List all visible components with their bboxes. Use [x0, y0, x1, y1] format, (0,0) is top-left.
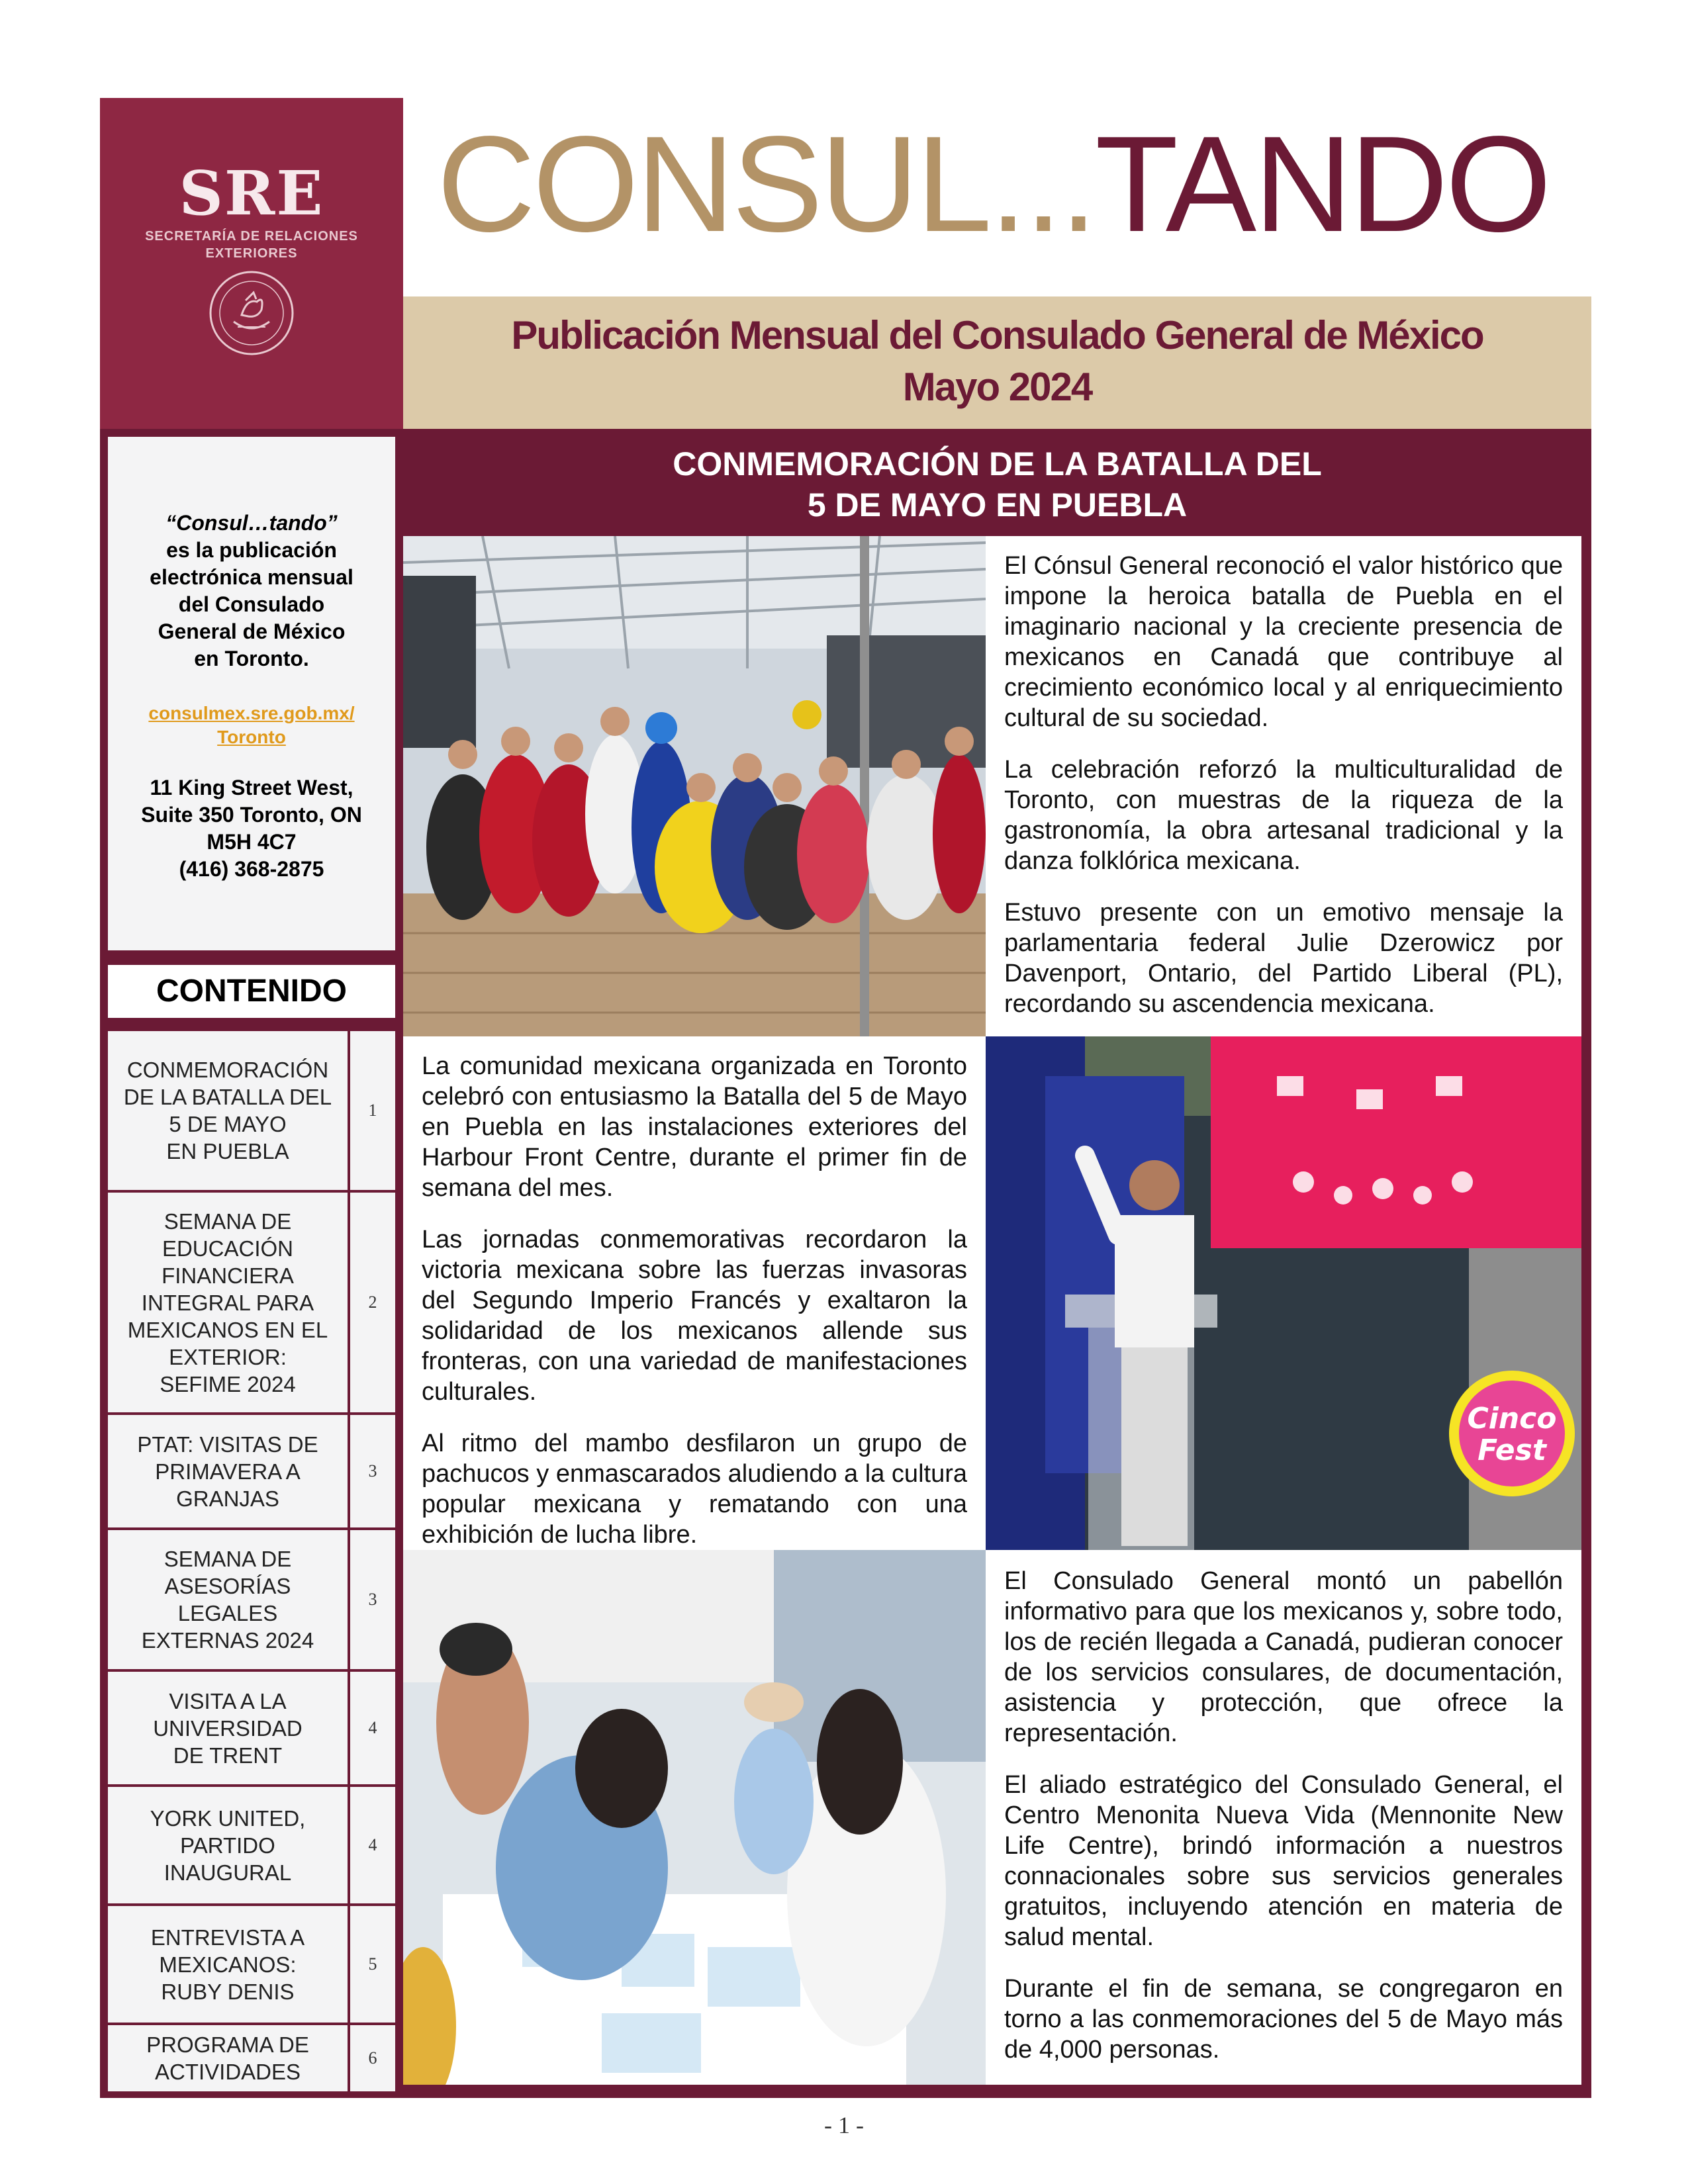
- toc-line: SEMANA DE: [164, 1208, 292, 1234]
- contents-header: [100, 958, 403, 1024]
- toc-item-title[interactable]: [108, 1031, 348, 1190]
- article-heading: [403, 437, 1591, 529]
- consulate-website-link[interactable]: [121, 702, 382, 749]
- toc-line: ENTREVISTA A: [150, 1925, 305, 1950]
- toc-line: SEFIME 2024: [160, 1371, 296, 1396]
- toc-line: MEXICANOS:: [159, 1952, 297, 1977]
- toc-page-number: 2: [350, 1193, 395, 1412]
- sre-subtitle-line: SECRETARÍA DE RELACIONES: [145, 229, 358, 244]
- toc-item-4[interactable]: [108, 1530, 395, 1669]
- toc-item-6[interactable]: [108, 1787, 395, 1903]
- toc-line: EXTERIOR:: [169, 1344, 287, 1369]
- info-intro: [121, 510, 382, 672]
- toc-line: DE TRENT: [173, 1743, 283, 1768]
- toc-page-number: 3: [350, 1530, 395, 1669]
- sre-logo-text: SRE: [179, 158, 324, 229]
- toc-item-7[interactable]: [108, 1906, 395, 2023]
- toc-line: VISITA A LA: [169, 1688, 287, 1713]
- toc-item-1[interactable]: [108, 1031, 395, 1190]
- article-paragraph: Estuvo presente con un emotivo mensaje la parlamentaria federal Julie Dzerowicz por Davenport, Ontario, del Partido Liberal (PL), recordando su ascendencia mexicana.: [1004, 899, 1563, 1018]
- toc-line: CONMEMORACIÓN: [126, 1058, 329, 1082]
- toc-line: PRIMAVERA A: [155, 1459, 301, 1484]
- toc-item-3[interactable]: [108, 1415, 395, 1527]
- article-paragraph: Las jornadas conmemorativas recordaron la victoria mexicana sobre las fuerzas invasoras del Segundo Imperio Francés y exaltaron la solidaridad de los mexicanos allende sus fronteras, con una variedad de manifestaciones culturales.: [422, 1226, 967, 1406]
- toc-line: YORK UNITED,: [150, 1805, 306, 1831]
- toc-page-number: 6: [350, 2025, 395, 2091]
- photo-information-booth: [403, 1550, 986, 2085]
- phone-number: (416) 368-2875: [179, 857, 324, 881]
- toc-line: EDUCACIÓN: [162, 1236, 293, 1261]
- link-line[interactable]: consulmex.sre.gob.mx/: [148, 703, 355, 723]
- toc-page-number: 5: [350, 1906, 395, 2023]
- toc-line: INTEGRAL PARA: [141, 1290, 314, 1315]
- info-box-inner: [108, 437, 395, 950]
- toc-item-title[interactable]: [108, 1415, 348, 1527]
- toc-line: ACTIVIDADES: [154, 2060, 301, 2084]
- toc-page-number: 1: [350, 1031, 395, 1190]
- article-paragraph: La comunidad mexicana organizada en Toronto celebró con entusiasmo la Batalla del 5 de Mayo en Puebla en las instalaciones exteriores del Harbour Front Centre, durante el primer fin de semana del mes.: [422, 1052, 967, 1202]
- toc-item-title[interactable]: [108, 1906, 348, 2023]
- article-paragraph: La celebración reforzó la multiculturalidad de Toronto, con muestras de la riqueza de la gastronomía, la obra artesanal tradicional y la danza folklórica mexicana.: [1004, 756, 1563, 875]
- article-heading-line: 5 DE MAYO EN PUEBLA: [807, 486, 1188, 523]
- info-intro-line: es la publicación: [166, 538, 337, 562]
- toc-line: RUBY DENIS: [161, 1979, 295, 2004]
- national-seal-icon: [207, 269, 296, 357]
- toc-line: GRANJAS: [176, 1486, 279, 1511]
- title-part-gold: CONSUL...: [437, 108, 1096, 260]
- toc-line: UNIVERSIDAD: [153, 1715, 303, 1741]
- article-paragraph: Al ritmo del mambo desfilaron un grupo de pachucos y enmascarados aludiendo a la cultura popular mexicana y rematando con una exhibición de lucha libre.: [422, 1430, 967, 1549]
- masthead-title: [437, 108, 1589, 260]
- toc-item-title[interactable]: [108, 1530, 348, 1669]
- publication-subtitle: Publicación Mensual del Consulado General de México: [511, 313, 1483, 357]
- toc-line: EXTERNAS 2024: [141, 1628, 314, 1653]
- photo-consul-speaking: [986, 1036, 1581, 1550]
- toc-line: MEXICANOS EN EL: [127, 1317, 328, 1342]
- toc-line: LEGALES: [177, 1601, 278, 1625]
- toc-line: PTAT: VISITAS DE: [137, 1432, 318, 1457]
- toc-line: FINANCIERA: [162, 1263, 294, 1288]
- sre-subtitle: [120, 228, 383, 262]
- toc-item-title[interactable]: [108, 1787, 348, 1903]
- address-line: 11 King Street West,: [150, 776, 353, 799]
- sre-subtitle-line: EXTERIORES: [205, 246, 298, 261]
- toc-line: PROGRAMA DE: [146, 2032, 309, 2057]
- table-of-contents: [100, 1024, 403, 2098]
- info-intro-line: del Consulado: [178, 592, 325, 616]
- toc-line: DE LA BATALLA DEL: [123, 1085, 332, 1109]
- toc-item-title[interactable]: [108, 1672, 348, 1784]
- toc-line: PARTIDO: [180, 1833, 275, 1858]
- article-paragraph: Durante el fin de semana, se congregaron en torno a las conmemoraciones del 5 de Mayo más de 4,000 personas.: [1004, 1975, 1563, 2064]
- toc-line: EN PUEBLA: [166, 1139, 289, 1163]
- info-box: [100, 429, 403, 958]
- article-paragraph: El Cónsul General reconoció el valor histórico que impone la heroica batalla de Puebla en el imaginario nacional y la creciente presencia de mexicanos en Canadá que contribuye al crecimiento económico local y al enriquecimiento cultural de su sociedad.: [1004, 552, 1563, 732]
- page-number: - 1 -: [824, 2112, 864, 2138]
- toc-page-number: 4: [350, 1787, 395, 1903]
- contents-heading: CONTENIDO: [108, 965, 395, 1018]
- consulate-address: [115, 774, 389, 883]
- photo-dancers-group: [403, 536, 986, 1036]
- toc-line: SEMANA DE: [164, 1547, 292, 1571]
- toc-item-2[interactable]: [108, 1193, 395, 1412]
- toc-line: ASESORÍAS: [164, 1574, 291, 1598]
- subtitle-band: [403, 296, 1591, 429]
- info-intro-line: en Toronto.: [194, 647, 309, 670]
- address-line: M5H 4C7: [207, 830, 297, 854]
- cinco-fest-sign-line: Cinco: [1467, 1402, 1557, 1435]
- info-intro-line: electrónica mensual: [150, 565, 353, 589]
- address-line: Suite 350 Toronto, ON: [141, 803, 362, 827]
- toc-page-number: 3: [350, 1415, 395, 1527]
- article-paragraph: El aliado estratégico del Consulado General, el Centro Menonita Nueva Vida (Mennonite New Life Centre), brindó información a nuestros connacionales sobre sus servicios generales gratuitos, incluyendo atención en materia de salud mental.: [1004, 1771, 1563, 1951]
- toc-item-8[interactable]: [108, 2025, 395, 2091]
- toc-item-title[interactable]: [108, 2025, 348, 2091]
- article-text-bottom-right: [986, 1550, 1581, 2085]
- toc-line: INAUGURAL: [164, 1860, 292, 1885]
- link-line[interactable]: Toronto: [217, 727, 286, 747]
- title-part-wine: TANDO: [1095, 108, 1549, 260]
- toc-line: 5 DE MAYO: [169, 1112, 287, 1136]
- toc-item-5[interactable]: [108, 1672, 395, 1784]
- toc-page-number: 4: [350, 1672, 395, 1784]
- info-intro-line: “Consul…tando”: [165, 511, 338, 535]
- info-intro-line: General de México: [158, 619, 346, 643]
- cinco-fest-sign-line: Fest: [1477, 1433, 1546, 1467]
- article-text-middle-left: [403, 1036, 986, 1550]
- publication-date: Mayo 2024: [902, 365, 1092, 409]
- toc-item-title[interactable]: [108, 1193, 348, 1412]
- article-heading-line: CONMEMORACIÓN DE LA BATALLA DEL: [673, 445, 1322, 482]
- sre-brand-block: [100, 98, 403, 429]
- article-text-top-right: [986, 536, 1581, 1036]
- article-paragraph: El Consulado General montó un pabellón informativo para que los mexicanos y, sobre todo, los de recién llegada a Canadá, pudieran conocer de los servicios consulares, de documentación, asistencia y protección, que ofrece la representación.: [1004, 1567, 1563, 1747]
